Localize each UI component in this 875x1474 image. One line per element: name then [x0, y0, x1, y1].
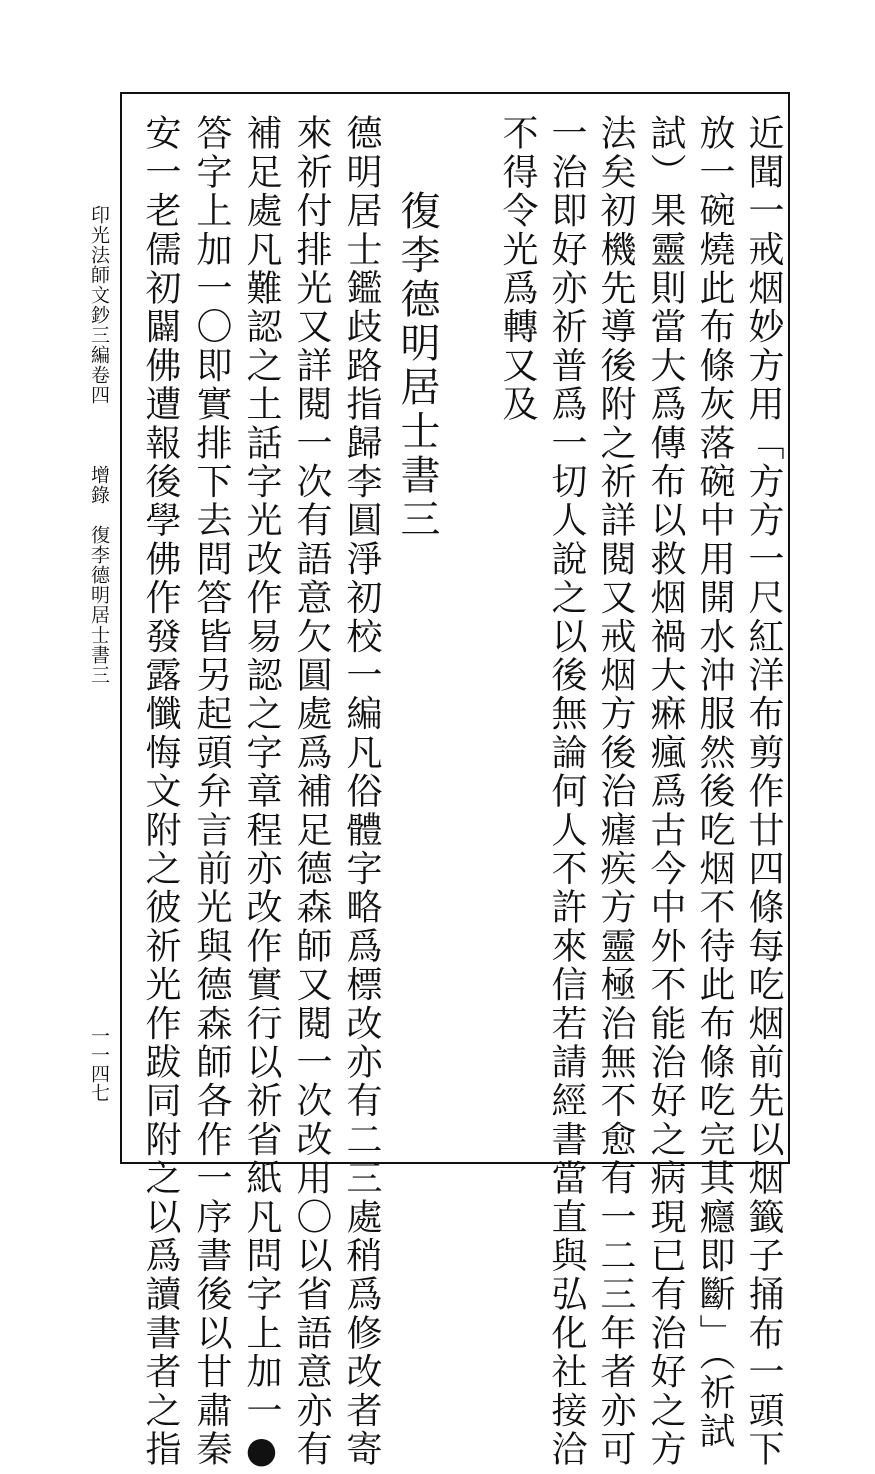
- text-column: 放一碗燒此布條灰落碗中用開水沖服然後吃烟不待此布條吃完其癮即斷」（祈試: [694, 114, 735, 1451]
- letter-title: 復李德明居士書三: [394, 190, 440, 542]
- running-head: 印光法師文鈔三編卷四 增錄 復李德明居士書三: [88, 205, 110, 685]
- page-number: 一一四七: [88, 1026, 110, 1102]
- text-column: 試）果靈則當大爲傳布以救烟禍大痳瘋爲古今中外不能治好之病現已有治好之方: [645, 114, 686, 1469]
- text-column: 法矣初機先導後附之祈詳閱又戒烟方後治瘧疾方靈極治無不愈有一二三年者亦可: [595, 114, 636, 1469]
- text-column: 答字上加一〇即實排下去問答皆另起頭弁言前光與德森師各作一序書後以甘肅秦: [191, 114, 232, 1469]
- text-column: 德明居士鑑歧路指歸李圓淨初校一編凡俗體字略爲標改亦有二三處稍爲修改者寄: [341, 114, 382, 1469]
- text-column: 近聞一戒烟妙方用「方方一尺紅洋布剪作廿四條每吃烟前先以烟籤子捅布一頭下: [743, 114, 784, 1469]
- text-column: 來祈付排光又詳閱一次有語意欠圓處爲補足德森師又閱一次改用〇以省語意亦有: [291, 114, 332, 1469]
- text-column: 一治即好亦祈普爲一切人說之以後無論何人不許來信若請經書當直與弘化社接洽: [546, 114, 587, 1469]
- text-column: 不得令光爲轉又及: [497, 114, 538, 424]
- text-column: 安一老儒初闢佛遭報後學佛作發露懺悔文附之彼祈光作跋同附之以爲讀書者之指: [140, 114, 181, 1469]
- text-column: 補足處凡難認之土話字光改作易認之字章程亦改作實行以祈省紙凡問字上加一●: [241, 114, 282, 1474]
